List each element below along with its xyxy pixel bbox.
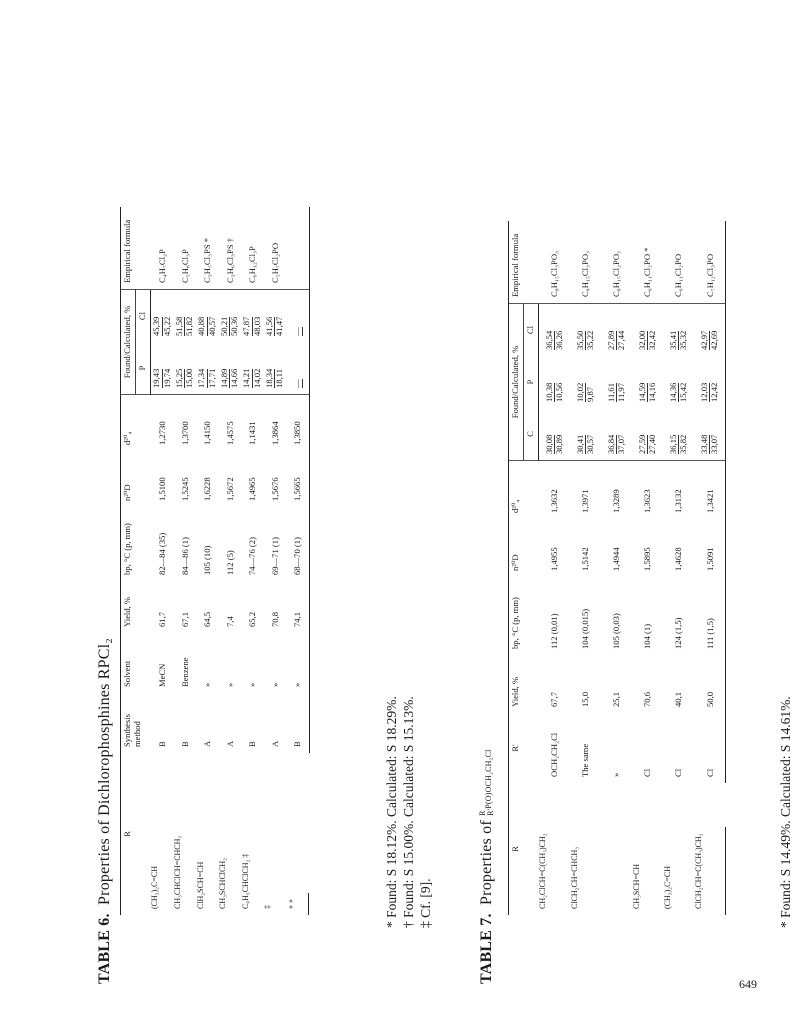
cell-p-found: 14,36 xyxy=(667,382,678,402)
col-cl: Cl xyxy=(136,311,147,321)
cell-p-found: 15,25 xyxy=(173,368,184,388)
cell-nd: 1,4955 xyxy=(549,547,559,571)
col-formula: Empirical formula xyxy=(510,233,520,297)
cell-r: ClH₂SCH=CH xyxy=(195,861,205,909)
cell-p-found: 11,61 xyxy=(605,382,616,402)
col-nd: n²⁰D xyxy=(510,554,520,571)
cell-method: A xyxy=(224,740,235,747)
table-row xyxy=(218,207,241,915)
cell-p-calculated: 15,42 xyxy=(677,382,688,402)
col-r2: R' xyxy=(510,744,520,752)
cell-p-found: 10,38 xyxy=(543,382,554,402)
col-d4: d²⁰₄ xyxy=(122,431,132,445)
cell-p-calculated: 9,87 xyxy=(584,386,595,402)
cell-cl-calculated: 41,47 xyxy=(274,316,284,336)
cell-cl-found: 45,39 xyxy=(151,316,162,336)
cell-yield: 15,0 xyxy=(580,691,591,707)
cell-p-calculated: 14,02 xyxy=(251,368,262,388)
cell-cl-found: 35,41 xyxy=(667,330,678,350)
cell-nd: 1,5100 xyxy=(156,477,167,501)
cell-p-found: 17,34 xyxy=(196,368,207,388)
cell-bp: 68—70 (1) xyxy=(286,507,310,581)
cell-c-calculated: 37,07 xyxy=(615,434,626,454)
cell-method: B xyxy=(179,741,190,747)
cell-nd: 1,4965 xyxy=(247,477,257,501)
cell-r: CH₃SCH=CH xyxy=(631,863,641,909)
cell-p-calculated: 14,66 xyxy=(229,368,239,388)
cell-cl-found: — xyxy=(291,327,302,336)
cell-yield: 70,8 xyxy=(269,611,280,627)
cell-yield: 65,2 xyxy=(247,611,257,627)
table-row xyxy=(570,221,601,915)
cell-solvent: » xyxy=(286,633,310,693)
cell-solvent: » xyxy=(224,682,235,687)
cell-r: ‡ xyxy=(263,905,273,909)
cell-cl-found: 32,00 xyxy=(636,330,647,350)
cell-p-calculated: 15,00 xyxy=(184,368,194,388)
cell-d4: 1,3623 xyxy=(642,489,653,513)
col-r: R xyxy=(122,831,132,837)
cell-yield: 70,6 xyxy=(642,691,653,707)
table6-footnote: * Found: S 18.12%. Calculated: S 18.29%. xyxy=(384,696,399,928)
cell-p-found: 14,89 xyxy=(218,368,229,388)
cell-yield: 7,4 xyxy=(224,616,235,627)
cell-r: CH₃SCHClCH₂ xyxy=(218,858,228,909)
cell-cl xyxy=(632,304,663,357)
cell-cl xyxy=(173,290,196,343)
cell-p-calculated: 18,11 xyxy=(274,368,284,388)
cell-p xyxy=(173,342,196,395)
cell-bp: 105 (0,03) xyxy=(611,613,622,649)
table6-footnote: † Found: S 15.00%. Calculated: S 15.13%. xyxy=(400,696,416,928)
cell-bp: 104 (0,015) xyxy=(580,608,591,649)
col-formula: Empirical formula xyxy=(122,219,132,283)
cell-p-calculated: 17,71 xyxy=(206,368,217,388)
table-row xyxy=(150,207,173,915)
cell-method: B xyxy=(247,741,257,747)
cell-cl xyxy=(218,290,241,343)
cell-method: A xyxy=(269,740,280,747)
cell-c-calculated: 30,57 xyxy=(584,434,595,454)
cell-r2: OCH₂CH₂Cl xyxy=(549,732,559,777)
cell-cl-calculated: 40,57 xyxy=(206,316,217,336)
cell-formula: C₆H₁₂Cl₃P xyxy=(241,207,264,290)
cell-cl-calculated: 45,22 xyxy=(161,316,172,336)
cell-r: » » xyxy=(286,893,310,915)
cell-p-calculated: 12,42 xyxy=(709,382,719,402)
cell-r xyxy=(601,903,632,915)
cell-p xyxy=(570,356,601,408)
cell-bp: 69—71 (1) xyxy=(269,537,280,575)
cell-p xyxy=(601,356,632,408)
cell-bp: 104 (1) xyxy=(642,623,653,649)
cell-d4: 1,2730 xyxy=(156,421,167,445)
cell-r: (CH₃)₂C=CH xyxy=(662,866,672,909)
cell-d4: 1,3850 xyxy=(286,395,310,452)
table-row xyxy=(196,207,219,915)
cell-bp: 74—76 (2) xyxy=(247,537,257,575)
cell-d4: 1,3700 xyxy=(179,421,190,445)
col-solvent: Solvent xyxy=(122,660,132,687)
cell-c xyxy=(632,408,663,461)
cell-p-calculated: 10,56 xyxy=(553,382,564,402)
cell-p-found: 14,59 xyxy=(636,382,647,402)
cell-d4: 1,4150 xyxy=(202,421,212,445)
cell-formula: C₅H₇Cl₂PO xyxy=(263,207,286,290)
cell-cl xyxy=(286,290,310,343)
table-row xyxy=(263,207,286,915)
col-yield: Yield, % xyxy=(122,596,132,627)
cell-c-found: 36,15 xyxy=(667,434,678,454)
cell-nd: 1,5245 xyxy=(179,477,190,501)
cell-formula: C₆H₁₁Cl₂PO * xyxy=(632,221,663,304)
table6-title: TABLE 6. Properties of Dichlorophosphines RPCl₂ xyxy=(96,637,113,984)
cell-d4: 1,3632 xyxy=(549,489,559,513)
cell-nd: 1,6228 xyxy=(202,477,212,501)
cell-formula: C₈H₁₅Cl₂PO₃ xyxy=(601,221,632,304)
cell-bp: 105 (10) xyxy=(202,545,212,575)
table6 xyxy=(120,207,310,915)
cell-cl-calculated: 32,42 xyxy=(646,330,657,350)
cell-c-calculated: 27,40 xyxy=(646,434,657,454)
cell-formula: C₆H₁₁Cl₂PO xyxy=(663,221,694,304)
cell-formula xyxy=(286,207,310,290)
cell-cl-calculated: 27,44 xyxy=(615,330,626,350)
table7-title: TABLE 7. Properties of R R' P(O)OCH₂CH₂Cl xyxy=(477,749,496,984)
cell-d4: 1,3289 xyxy=(611,489,622,513)
cell-cl xyxy=(241,290,264,343)
cell-d4: 1,3971 xyxy=(580,489,591,513)
cell-p xyxy=(263,342,286,395)
cell-d4: 1,1431 xyxy=(247,421,257,445)
col-d4: d²⁰₄ xyxy=(510,499,520,513)
cell-nd: 1,5091 xyxy=(694,519,726,577)
table-row xyxy=(538,221,570,915)
cell-c xyxy=(601,408,632,461)
cell-c xyxy=(694,408,726,461)
cell-formula: C₈H₁₅Cl₃PO₃ xyxy=(570,221,601,304)
cell-nd: 1,4628 xyxy=(673,547,684,571)
cell-p xyxy=(286,342,310,395)
cell-c xyxy=(570,408,601,461)
cell-cl-calculated: 48,03 xyxy=(251,316,262,336)
col-yield: Yield, % xyxy=(510,676,520,707)
col-p: P xyxy=(524,379,535,385)
cell-r: (CH₃)₂C=CH xyxy=(150,866,160,909)
cell-formula: C₃H₆Cl₃PS † xyxy=(218,207,241,290)
col-cl: Cl xyxy=(524,325,535,335)
col-p: P xyxy=(136,365,147,371)
cell-cl-found: 41,56 xyxy=(263,316,274,336)
cell-cl-found: 42,97 xyxy=(698,330,709,350)
cell-c-calculated: 30,89 xyxy=(553,434,564,454)
cell-solvent: MeCN xyxy=(156,663,167,687)
cell-method: A xyxy=(202,740,212,747)
cell-p xyxy=(241,342,264,395)
page-number: 649 xyxy=(739,977,757,991)
cell-cl xyxy=(570,304,601,357)
cell-r2: Cl xyxy=(673,768,684,777)
cell-d4: 1,3864 xyxy=(269,421,280,445)
cell-p-found: 19,43 xyxy=(151,368,162,388)
cell-solvent: » xyxy=(202,682,212,687)
table6-footnotes xyxy=(384,696,435,928)
cell-cl xyxy=(538,304,570,357)
col-bp: bp, °C (p, mm) xyxy=(510,597,520,649)
cell-nd: 1,4944 xyxy=(611,547,622,571)
cell-yield: 74,1 xyxy=(286,581,310,633)
col-c: C xyxy=(524,431,535,437)
cell-cl xyxy=(196,290,219,343)
cell-r: C₆H₅CHClCH₂ ‡ xyxy=(240,853,250,909)
col-synthesis: Synthesis method xyxy=(122,714,142,747)
cell-formula: C₈H₁₅Cl₃PO₃ xyxy=(538,221,570,304)
cell-bp: 111 (1,5) xyxy=(694,577,726,655)
table7-footnote: * Found: S 14.49%. Calculated: S 14.61%. xyxy=(778,696,793,928)
table-row xyxy=(694,221,726,915)
cell-nd: 1,5142 xyxy=(580,547,591,571)
cell-formula: C₃H₅Cl₃PS * xyxy=(196,207,219,290)
col-found-calc: Found/Calculated, % xyxy=(122,305,132,379)
cell-yield: 64,5 xyxy=(202,611,212,627)
cell-cl xyxy=(601,304,632,357)
table6-footnote: ‡ Cf. [9]. xyxy=(417,878,433,928)
cell-yield: 67,7 xyxy=(549,691,559,707)
table-row xyxy=(173,207,196,915)
cell-c-calculated: 35,82 xyxy=(677,434,688,454)
cell-method: B xyxy=(156,741,167,747)
cell-cl-found: 50,21 xyxy=(218,316,229,336)
cell-p xyxy=(538,356,570,408)
cell-cl xyxy=(150,290,173,343)
cell-cl-found: 35,50 xyxy=(574,330,585,350)
table-row xyxy=(241,207,264,915)
cell-yield: 25,1 xyxy=(611,691,622,707)
cell-formula: C₅H₈Cl₃P xyxy=(173,207,196,290)
cell-cl-calculated: 36,26 xyxy=(553,330,564,350)
cell-c-found: 30,41 xyxy=(574,434,585,454)
cell-bp: 124 (1,5) xyxy=(673,617,684,649)
cell-cl-found: 40,88 xyxy=(196,316,207,336)
cell-solvent: Benzene xyxy=(179,657,190,687)
cell-nd: 1,5665 xyxy=(286,451,310,507)
cell-p-calculated: 14,16 xyxy=(646,382,657,402)
cell-cl-found: 51,58 xyxy=(173,316,184,336)
table7-title-formula: R R' xyxy=(477,808,496,816)
cell-solvent: » xyxy=(269,682,280,687)
cell-cl xyxy=(694,304,726,357)
cell-r2: » xyxy=(611,772,622,777)
cell-r: CH₂ClCH=C(CH₃)CH₂ xyxy=(538,833,548,909)
cell-cl-found: 47,87 xyxy=(241,316,252,336)
cell-cl-calculated: 35,22 xyxy=(584,330,595,350)
cell-p-found: 14,21 xyxy=(241,368,252,388)
cell-c-found: 36,84 xyxy=(605,434,616,454)
cell-r: CH₃CHClCH=CHCH₃ xyxy=(173,835,183,909)
cell-p xyxy=(663,356,694,408)
cell-p xyxy=(150,342,173,395)
cell-nd: 1,5672 xyxy=(224,477,235,501)
cell-p-found: — xyxy=(291,379,302,388)
table-row xyxy=(286,207,310,915)
cell-d4: 1,3132 xyxy=(673,489,684,513)
cell-p-found: 10,02 xyxy=(574,382,585,402)
col-nd: n²⁰D xyxy=(122,484,132,501)
cell-solvent: » xyxy=(247,682,257,687)
cell-cl-calculated: 35,32 xyxy=(677,330,688,350)
cell-p-found: 12,03 xyxy=(698,382,709,402)
table-row xyxy=(632,221,663,915)
cell-p-found: 18,34 xyxy=(263,368,274,388)
cell-yield: 61,7 xyxy=(156,611,167,627)
cell-r: ClCH₂CH=C(CH₃)CH₂ xyxy=(694,827,726,915)
cell-yield: 50,0 xyxy=(694,655,726,713)
cell-cl-calculated: 42,69 xyxy=(709,330,719,350)
cell-nd: 1,5895 xyxy=(642,547,653,571)
cell-bp: 84—86 (1) xyxy=(179,537,190,575)
cell-p-calculated: 19,74 xyxy=(161,368,172,388)
table7 xyxy=(508,221,726,915)
cell-c-found: 27,59 xyxy=(636,434,647,454)
cell-c xyxy=(538,408,570,461)
col-bp: bp, °C (p, mm) xyxy=(122,523,132,575)
cell-c-found: 33,48 xyxy=(698,434,709,454)
cell-bp: 112 (5) xyxy=(224,550,235,575)
cell-method: B xyxy=(286,693,310,753)
cell-d4: 1,3421 xyxy=(694,461,726,520)
table-row xyxy=(663,221,694,915)
cell-cl-found: 36,54 xyxy=(543,330,554,350)
col-r: R xyxy=(510,846,520,852)
cell-cl-found: 27,89 xyxy=(605,330,616,350)
cell-cl xyxy=(663,304,694,357)
cell-formula: C₇H₁₂Cl₃PO xyxy=(694,221,726,304)
cell-r: ClCH₂CH=CHCH₃ xyxy=(569,846,579,909)
cell-r2: Cl xyxy=(642,768,653,777)
cell-p xyxy=(196,342,219,395)
cell-cl-calculated: 51,82 xyxy=(184,316,194,336)
col-found-calc: Found/Calculated, % xyxy=(510,345,520,419)
cell-p xyxy=(632,356,663,408)
cell-nd: 1,5676 xyxy=(269,477,280,501)
cell-c-calculated: 33,07 xyxy=(709,434,719,454)
cell-yield: 67,1 xyxy=(179,611,190,627)
table-row xyxy=(601,221,632,915)
cell-d4: 1,4575 xyxy=(224,421,235,445)
cell-p xyxy=(694,356,726,408)
cell-p xyxy=(218,342,241,395)
cell-r2: The same xyxy=(580,743,591,777)
cell-formula: C₄H₇Cl₂P xyxy=(150,207,173,290)
cell-p-calculated: 11,97 xyxy=(615,382,626,402)
cell-c xyxy=(663,408,694,461)
cell-yield: 40,1 xyxy=(673,691,684,707)
cell-c-found: 30,08 xyxy=(543,434,554,454)
cell-cl xyxy=(263,290,286,343)
cell-bp: 112 (0,01) xyxy=(549,613,559,649)
cell-bp: 82—84 (35) xyxy=(156,532,167,575)
cell-cl-calculated: 50,36 xyxy=(229,316,239,336)
cell-r2: Cl xyxy=(694,713,726,783)
